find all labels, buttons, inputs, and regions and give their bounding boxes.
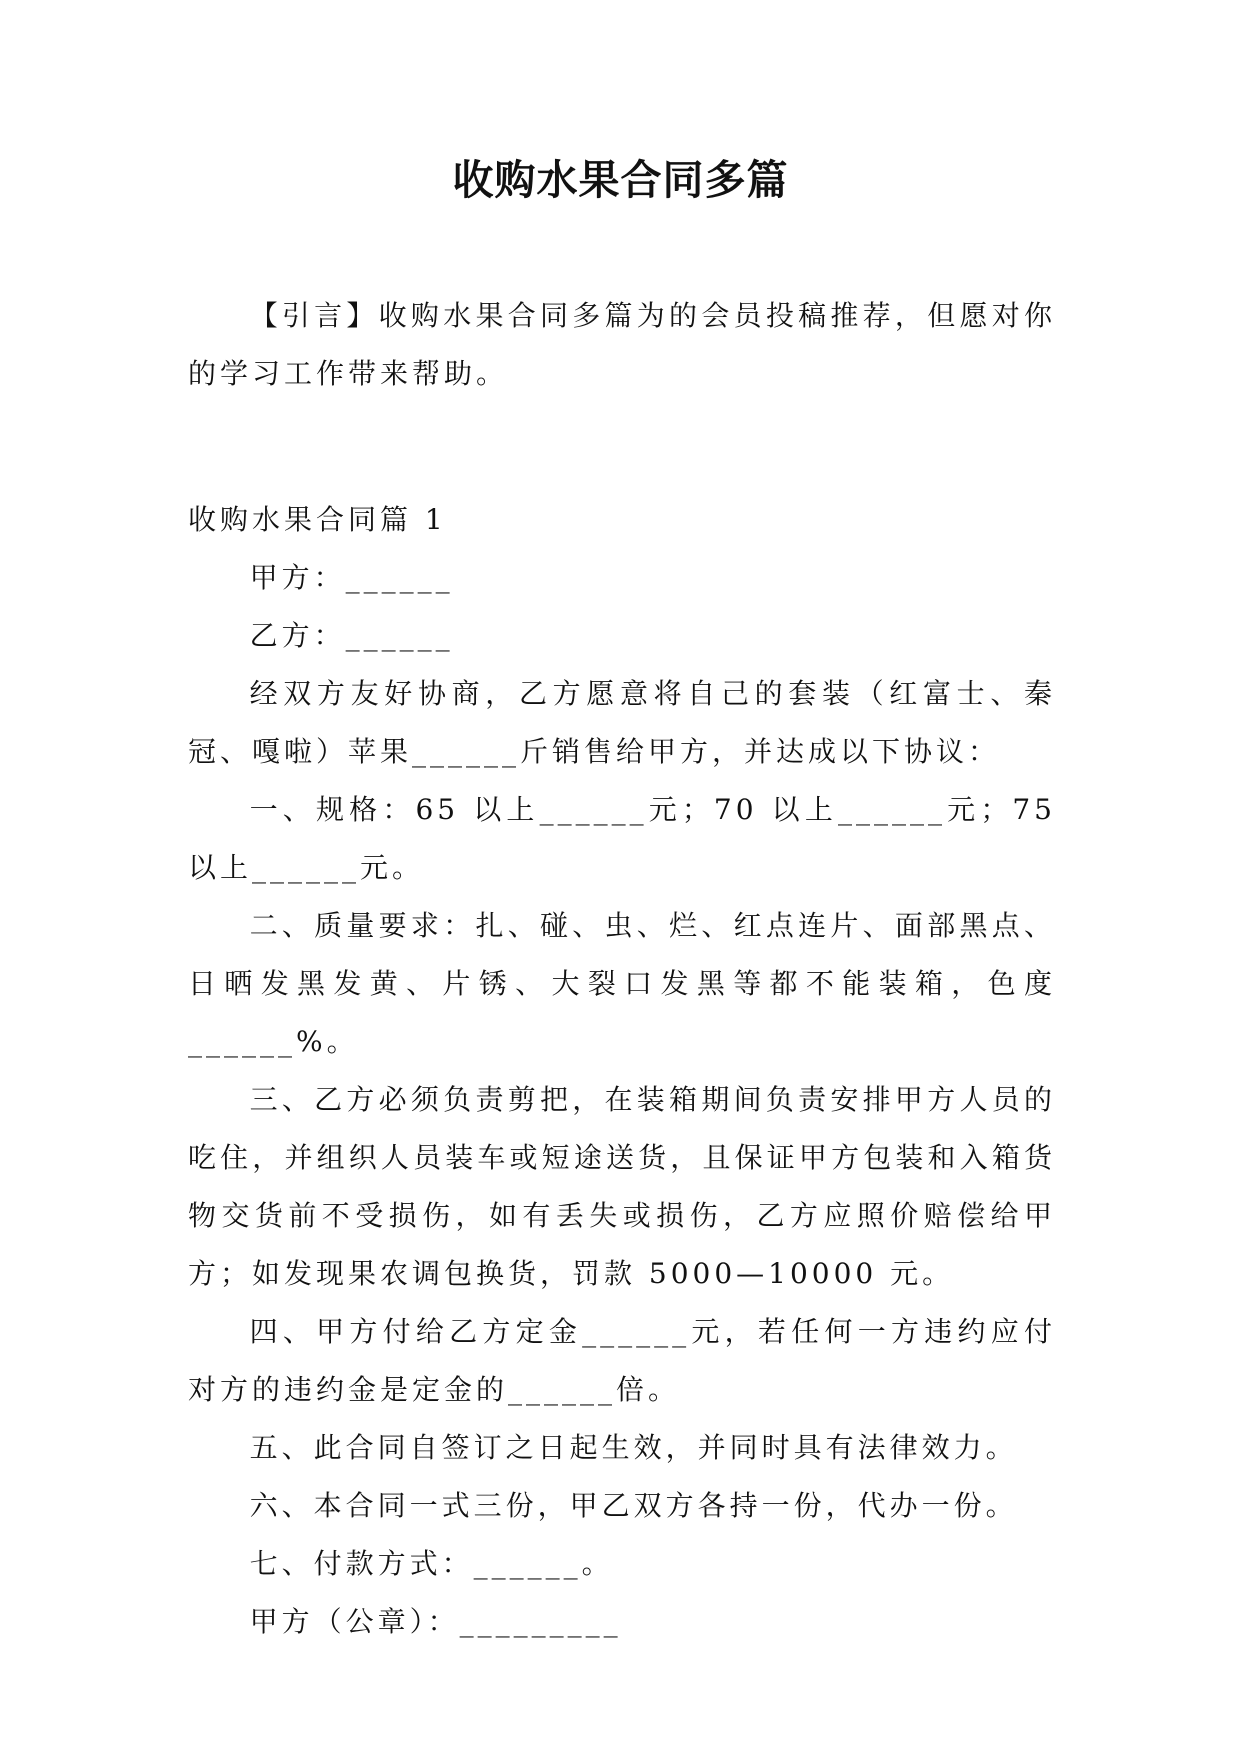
document-title: 收购水果合同多篇 xyxy=(452,156,789,204)
agreement-preamble: 经双方友好协商，乙方愿意将自己的套装（红富士、秦冠、嘎啦）苹果______斤销售给甲方，并达成以下协议： xyxy=(188,677,1056,768)
clause-effective: 五、此合同自签订之日起生效，并同时具有法律效力。 xyxy=(249,1431,1018,1464)
party-b-line: 乙方：______ xyxy=(249,619,454,652)
clause-copies: 六、本合同一式三份，甲乙双方各持一份，代办一份。 xyxy=(249,1489,1018,1522)
clause-deposit: 四、甲方付给乙方定金______元，若任何一方违约应付对方的违约金是定金的______倍。 xyxy=(188,1315,1056,1406)
intro-paragraph: 【引言】收购水果合同多篇为的会员投稿推荐，但愿对你的学习工作带来帮助。 xyxy=(188,299,1056,390)
document-body xyxy=(188,287,1056,1651)
clause-obligations: 三、乙方必须负责剪把，在装箱期间负责安排甲方人员的吃住，并组织人员装车或短途送货，且保证甲方包装和入箱货物交货前不受损伤，如有丢失或损伤，乙方应照价赔偿给甲方；如发现果农调包换货，罚款 5000—10000 元。 xyxy=(188,1083,1056,1290)
section-heading: 收购水果合同篇 1 xyxy=(188,503,447,536)
clause-quality: 二、质量要求：扎、碰、虫、烂、红点连片、面部黑点、日晒发黑发黄、片锈、大裂口发黑等都不能装箱，色度______%。 xyxy=(188,909,1056,1058)
clause-payment: 七、付款方式：______。 xyxy=(249,1547,614,1580)
party-a-line: 甲方：______ xyxy=(249,561,454,594)
party-a-seal-line: 甲方（公章）：_________ xyxy=(249,1605,622,1638)
clause-specification: 一、规格：65 以上______元；70 以上______元；75 以上______元。 xyxy=(188,793,1056,884)
